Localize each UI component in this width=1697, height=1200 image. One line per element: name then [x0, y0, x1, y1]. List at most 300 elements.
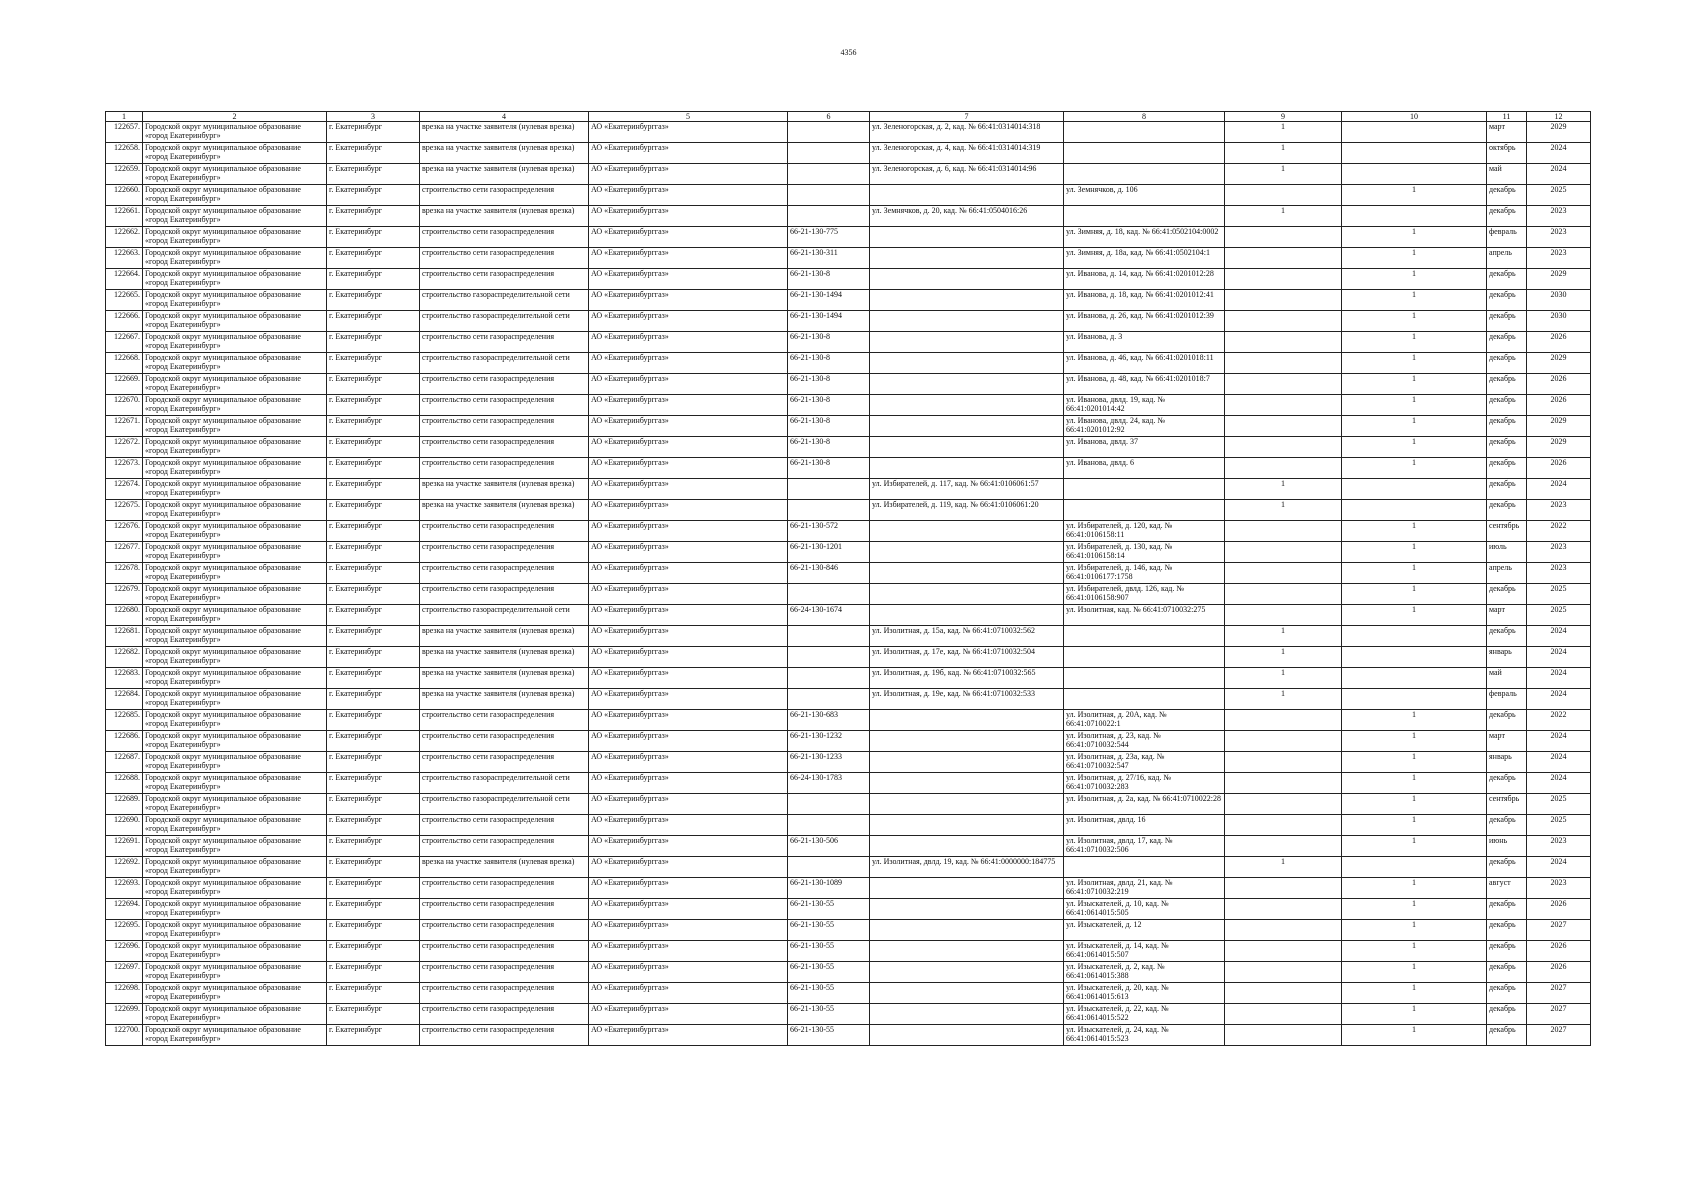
- cell-work-type: строительство сети газораспределения: [420, 563, 589, 584]
- cell-municipality: Городской округ муниципальное образование «город Екатеринбург»: [143, 584, 327, 605]
- cell-city: г. Екатеринбург: [327, 962, 420, 983]
- cell-month: декабрь: [1487, 626, 1527, 647]
- cell-row-number: 122677.: [106, 542, 143, 563]
- cell-year: 2029: [1527, 269, 1591, 290]
- column-header: 3: [327, 112, 420, 122]
- cell-month: сентябрь: [1487, 794, 1527, 815]
- cell-work-type: строительство сети газораспределения: [420, 836, 589, 857]
- cell-count-connection: [1225, 605, 1342, 626]
- cell-year: 2023: [1527, 542, 1591, 563]
- cell-operator: АО «Екатеринбурггаз»: [589, 164, 788, 185]
- cell-address-connection: [870, 710, 1064, 731]
- cell-year: 2027: [1527, 1025, 1591, 1046]
- cell-operator: АО «Екатеринбурггаз»: [589, 185, 788, 206]
- cell-city: г. Екатеринбург: [327, 1025, 420, 1046]
- cell-row-number: 122662.: [106, 227, 143, 248]
- cell-row-number: 122666.: [106, 311, 143, 332]
- cell-work-type: врезка на участке заявителя (нулевая врезка): [420, 143, 589, 164]
- cell-tu-number: 66-21-130-55: [788, 941, 870, 962]
- cell-work-type: строительство сети газораспределения: [420, 815, 589, 836]
- cell-year: 2029: [1527, 122, 1591, 143]
- cell-year: 2023: [1527, 248, 1591, 269]
- table-row: [106, 773, 1591, 794]
- cell-address-network: ул. Иванова, д. 48, кад. № 66:41:0201018:7: [1064, 374, 1225, 395]
- cell-city: г. Екатеринбург: [327, 269, 420, 290]
- cell-address-network: ул. Избирателей, двлд. 126, кад. № 66:41:0106158:907: [1064, 584, 1225, 605]
- table-row: [106, 794, 1591, 815]
- cell-city: г. Екатеринбург: [327, 731, 420, 752]
- cell-month: июль: [1487, 542, 1527, 563]
- cell-operator: АО «Екатеринбурггаз»: [589, 143, 788, 164]
- cell-count-network: [1342, 647, 1487, 668]
- cell-address-connection: [870, 542, 1064, 563]
- cell-tu-number: [788, 668, 870, 689]
- cell-municipality: Городской округ муниципальное образование «город Екатеринбург»: [143, 899, 327, 920]
- cell-operator: АО «Екатеринбурггаз»: [589, 395, 788, 416]
- cell-count-network: 1: [1342, 773, 1487, 794]
- cell-city: г. Екатеринбург: [327, 500, 420, 521]
- column-header: 10: [1342, 112, 1487, 122]
- cell-municipality: Городской округ муниципальное образование «город Екатеринбург»: [143, 311, 327, 332]
- cell-count-network: 1: [1342, 752, 1487, 773]
- cell-count-network: 1: [1342, 794, 1487, 815]
- cell-address-connection: [870, 794, 1064, 815]
- table-row: [106, 416, 1591, 437]
- cell-month: июнь: [1487, 836, 1527, 857]
- table-row: [106, 752, 1591, 773]
- cell-municipality: Городской округ муниципальное образование «город Екатеринбург»: [143, 248, 327, 269]
- cell-tu-number: 66-21-130-55: [788, 983, 870, 1004]
- cell-city: г. Екатеринбург: [327, 878, 420, 899]
- cell-operator: АО «Екатеринбурггаз»: [589, 563, 788, 584]
- cell-municipality: Городской округ муниципальное образование «город Екатеринбург»: [143, 605, 327, 626]
- cell-address-network: ул. Избирателей, д. 146, кад. № 66:41:0106177:1758: [1064, 563, 1225, 584]
- cell-address-network: ул. Изолитная, двлд. 17, кад. № 66:41:0710032:506: [1064, 836, 1225, 857]
- cell-month: май: [1487, 668, 1527, 689]
- table-row: [106, 962, 1591, 983]
- cell-address-connection: [870, 185, 1064, 206]
- cell-count-network: [1342, 143, 1487, 164]
- cell-address-network: ул. Иванова, д. 18, кад. № 66:41:0201012:41: [1064, 290, 1225, 311]
- cell-tu-number: 66-21-130-8: [788, 437, 870, 458]
- cell-city: г. Екатеринбург: [327, 584, 420, 605]
- cell-address-network: ул. Изыскателей, д. 20, кад. № 66:41:0614015:613: [1064, 983, 1225, 1004]
- cell-address-connection: [870, 248, 1064, 269]
- table-row: [106, 269, 1591, 290]
- cell-address-network: ул. Изолитная, д. 2а, кад. № 66:41:0710022:28: [1064, 794, 1225, 815]
- cell-address-network: ул. Иванова, двлд. 24, кад. № 66:41:0201012:92: [1064, 416, 1225, 437]
- cell-month: апрель: [1487, 248, 1527, 269]
- cell-count-connection: [1225, 962, 1342, 983]
- cell-operator: АО «Екатеринбурггаз»: [589, 794, 788, 815]
- cell-count-network: 1: [1342, 416, 1487, 437]
- table-row: [106, 920, 1591, 941]
- cell-operator: АО «Екатеринбурггаз»: [589, 710, 788, 731]
- cell-address-network: [1064, 689, 1225, 710]
- cell-address-network: ул. Зимняя, д. 18а, кад. № 66:41:0502104:1: [1064, 248, 1225, 269]
- cell-count-connection: [1225, 815, 1342, 836]
- cell-work-type: врезка на участке заявителя (нулевая врезка): [420, 668, 589, 689]
- cell-work-type: строительство сети газораспределения: [420, 521, 589, 542]
- cell-operator: АО «Екатеринбурггаз»: [589, 752, 788, 773]
- cell-municipality: Городской округ муниципальное образование «город Екатеринбург»: [143, 143, 327, 164]
- cell-municipality: Городской округ муниципальное образование «город Екатеринбург»: [143, 269, 327, 290]
- cell-month: декабрь: [1487, 353, 1527, 374]
- cell-count-connection: 1: [1225, 164, 1342, 185]
- cell-row-number: 122695.: [106, 920, 143, 941]
- cell-work-type: строительство сети газораспределения: [420, 542, 589, 563]
- cell-city: г. Екатеринбург: [327, 479, 420, 500]
- cell-tu-number: [788, 164, 870, 185]
- cell-tu-number: [788, 206, 870, 227]
- cell-address-connection: [870, 836, 1064, 857]
- cell-city: г. Екатеринбург: [327, 290, 420, 311]
- cell-work-type: строительство сети газораспределения: [420, 710, 589, 731]
- cell-operator: АО «Екатеринбурггаз»: [589, 857, 788, 878]
- column-header: 1: [106, 112, 143, 122]
- cell-address-network: ул. Иванова, д. 46, кад. № 66:41:0201018:11: [1064, 353, 1225, 374]
- cell-operator: АО «Екатеринбурггаз»: [589, 647, 788, 668]
- cell-month: декабрь: [1487, 269, 1527, 290]
- cell-address-network: ул. Изолитная, д. 23а, кад. № 66:41:0710032:547: [1064, 752, 1225, 773]
- cell-municipality: Городской округ муниципальное образование «город Екатеринбург»: [143, 206, 327, 227]
- cell-address-connection: [870, 878, 1064, 899]
- cell-count-network: [1342, 122, 1487, 143]
- cell-work-type: строительство сети газораспределения: [420, 395, 589, 416]
- table-row: [106, 857, 1591, 878]
- cell-address-network: [1064, 668, 1225, 689]
- table-row: [106, 668, 1591, 689]
- cell-work-type: строительство сети газораспределения: [420, 227, 589, 248]
- cell-tu-number: 66-21-130-1494: [788, 290, 870, 311]
- cell-municipality: Городской округ муниципальное образование «город Екатеринбург»: [143, 773, 327, 794]
- cell-municipality: Городской округ муниципальное образование «город Екатеринбург»: [143, 878, 327, 899]
- cell-city: г. Екатеринбург: [327, 164, 420, 185]
- cell-address-network: [1064, 626, 1225, 647]
- cell-year: 2026: [1527, 332, 1591, 353]
- cell-count-connection: [1225, 416, 1342, 437]
- cell-municipality: Городской округ муниципальное образование «город Екатеринбург»: [143, 857, 327, 878]
- cell-count-network: 1: [1342, 920, 1487, 941]
- column-header: 12: [1527, 112, 1591, 122]
- column-header: 5: [589, 112, 788, 122]
- cell-row-number: 122663.: [106, 248, 143, 269]
- cell-row-number: 122661.: [106, 206, 143, 227]
- table-row: [106, 395, 1591, 416]
- cell-address-connection: ул. Земнячков, д. 20, кад. № 66:41:0504016:26: [870, 206, 1064, 227]
- cell-tu-number: 66-21-130-1233: [788, 752, 870, 773]
- cell-address-network: [1064, 857, 1225, 878]
- cell-row-number: 122679.: [106, 584, 143, 605]
- cell-municipality: Городской округ муниципальное образование «город Екатеринбург»: [143, 920, 327, 941]
- cell-municipality: Городской округ муниципальное образование «город Екатеринбург»: [143, 437, 327, 458]
- cell-year: 2026: [1527, 458, 1591, 479]
- cell-count-network: [1342, 857, 1487, 878]
- cell-year: 2030: [1527, 290, 1591, 311]
- cell-city: г. Екатеринбург: [327, 542, 420, 563]
- table-row: [106, 500, 1591, 521]
- cell-municipality: Городской округ муниципальное образование «город Екатеринбург»: [143, 164, 327, 185]
- cell-work-type: врезка на участке заявителя (нулевая врезка): [420, 626, 589, 647]
- cell-count-network: 1: [1342, 185, 1487, 206]
- cell-municipality: Городской округ муниципальное образование «город Екатеринбург»: [143, 563, 327, 584]
- cell-year: 2025: [1527, 584, 1591, 605]
- cell-count-network: 1: [1342, 584, 1487, 605]
- cell-month: декабрь: [1487, 374, 1527, 395]
- cell-year: 2025: [1527, 815, 1591, 836]
- cell-month: декабрь: [1487, 311, 1527, 332]
- cell-count-connection: 1: [1225, 479, 1342, 500]
- cell-address-connection: [870, 962, 1064, 983]
- cell-row-number: 122672.: [106, 437, 143, 458]
- cell-count-network: 1: [1342, 542, 1487, 563]
- table-row: [106, 899, 1591, 920]
- cell-count-connection: [1225, 563, 1342, 584]
- table-row: [106, 731, 1591, 752]
- cell-operator: АО «Екатеринбурггаз»: [589, 521, 788, 542]
- cell-address-connection: [870, 815, 1064, 836]
- cell-work-type: строительство газораспределительной сети: [420, 353, 589, 374]
- cell-operator: АО «Екатеринбурггаз»: [589, 542, 788, 563]
- cell-count-connection: 1: [1225, 626, 1342, 647]
- cell-municipality: Городской округ муниципальное образование «город Екатеринбург»: [143, 626, 327, 647]
- table-row: [106, 311, 1591, 332]
- table-row: [106, 878, 1591, 899]
- cell-municipality: Городской округ муниципальное образование «город Екатеринбург»: [143, 332, 327, 353]
- table-row: [106, 626, 1591, 647]
- cell-address-connection: ул. Избирателей, д. 117, кад. № 66:41:0106061:57: [870, 479, 1064, 500]
- cell-operator: АО «Екатеринбурггаз»: [589, 605, 788, 626]
- cell-month: август: [1487, 878, 1527, 899]
- cell-count-connection: [1225, 878, 1342, 899]
- cell-address-connection: [870, 269, 1064, 290]
- cell-year: 2024: [1527, 164, 1591, 185]
- cell-tu-number: 66-21-130-55: [788, 920, 870, 941]
- cell-count-network: 1: [1342, 437, 1487, 458]
- table-row: [106, 227, 1591, 248]
- cell-year: 2024: [1527, 857, 1591, 878]
- cell-municipality: Городской округ муниципальное образование «город Екатеринбург»: [143, 710, 327, 731]
- cell-operator: АО «Екатеринбурггаз»: [589, 269, 788, 290]
- cell-count-network: 1: [1342, 311, 1487, 332]
- cell-year: 2027: [1527, 1004, 1591, 1025]
- cell-row-number: 122658.: [106, 143, 143, 164]
- cell-city: г. Екатеринбург: [327, 206, 420, 227]
- table-row: [106, 521, 1591, 542]
- cell-count-connection: [1225, 836, 1342, 857]
- cell-operator: АО «Екатеринбурггаз»: [589, 878, 788, 899]
- cell-operator: АО «Екатеринбурггаз»: [589, 353, 788, 374]
- cell-address-connection: [870, 374, 1064, 395]
- cell-work-type: строительство газораспределительной сети: [420, 773, 589, 794]
- cell-address-network: [1064, 143, 1225, 164]
- cell-month: сентябрь: [1487, 521, 1527, 542]
- cell-operator: АО «Екатеринбурггаз»: [589, 899, 788, 920]
- table-row: [106, 332, 1591, 353]
- cell-tu-number: 66-21-130-8: [788, 374, 870, 395]
- cell-month: декабрь: [1487, 458, 1527, 479]
- cell-operator: АО «Екатеринбурггаз»: [589, 206, 788, 227]
- cell-count-network: [1342, 689, 1487, 710]
- cell-row-number: 122660.: [106, 185, 143, 206]
- cell-count-network: 1: [1342, 290, 1487, 311]
- cell-operator: АО «Екатеринбурггаз»: [589, 416, 788, 437]
- cell-operator: АО «Екатеринбурггаз»: [589, 1004, 788, 1025]
- cell-row-number: 122693.: [106, 878, 143, 899]
- cell-count-connection: [1225, 752, 1342, 773]
- cell-count-network: 1: [1342, 941, 1487, 962]
- cell-operator: АО «Екатеринбурггаз»: [589, 836, 788, 857]
- cell-year: 2026: [1527, 374, 1591, 395]
- cell-count-connection: 1: [1225, 500, 1342, 521]
- cell-city: г. Екатеринбург: [327, 248, 420, 269]
- cell-municipality: Городской округ муниципальное образование «город Екатеринбург»: [143, 500, 327, 521]
- page-number: 4356: [840, 48, 857, 57]
- cell-city: г. Екатеринбург: [327, 185, 420, 206]
- cell-count-network: [1342, 500, 1487, 521]
- cell-month: декабрь: [1487, 857, 1527, 878]
- table-row: [106, 815, 1591, 836]
- cell-month: январь: [1487, 647, 1527, 668]
- cell-address-connection: [870, 752, 1064, 773]
- cell-city: г. Екатеринбург: [327, 794, 420, 815]
- table-row: [106, 185, 1591, 206]
- cell-municipality: Городской округ муниципальное образование «город Екатеринбург»: [143, 395, 327, 416]
- cell-count-connection: 1: [1225, 668, 1342, 689]
- column-header: 7: [870, 112, 1064, 122]
- cell-municipality: Городской округ муниципальное образование «город Екатеринбург»: [143, 1004, 327, 1025]
- cell-tu-number: 66-21-130-1232: [788, 731, 870, 752]
- cell-city: г. Екатеринбург: [327, 773, 420, 794]
- cell-year: 2027: [1527, 983, 1591, 1004]
- cell-year: 2025: [1527, 794, 1591, 815]
- cell-work-type: врезка на участке заявителя (нулевая врезка): [420, 500, 589, 521]
- cell-address-connection: [870, 311, 1064, 332]
- cell-month: декабрь: [1487, 584, 1527, 605]
- cell-operator: АО «Екатеринбурггаз»: [589, 731, 788, 752]
- cell-address-network: ул. Изолитная, д. 20А, кад. № 66:41:0710022:1: [1064, 710, 1225, 731]
- cell-municipality: Городской округ муниципальное образование «город Екатеринбург»: [143, 416, 327, 437]
- cell-month: декабрь: [1487, 920, 1527, 941]
- cell-count-connection: [1225, 353, 1342, 374]
- cell-row-number: 122688.: [106, 773, 143, 794]
- cell-work-type: врезка на участке заявителя (нулевая врезка): [420, 647, 589, 668]
- cell-work-type: строительство сети газораспределения: [420, 269, 589, 290]
- cell-city: г. Екатеринбург: [327, 647, 420, 668]
- cell-year: 2029: [1527, 416, 1591, 437]
- cell-count-network: [1342, 479, 1487, 500]
- cell-address-connection: ул. Зеленогорская, д. 2, кад. № 66:41:0314014:318: [870, 122, 1064, 143]
- cell-address-network: ул. Иванова, д. 3: [1064, 332, 1225, 353]
- cell-count-connection: 1: [1225, 857, 1342, 878]
- cell-count-connection: [1225, 311, 1342, 332]
- cell-tu-number: 66-21-130-55: [788, 1004, 870, 1025]
- cell-count-network: 1: [1342, 248, 1487, 269]
- table-row: [106, 1004, 1591, 1025]
- cell-municipality: Городской округ муниципальное образование «город Екатеринбург»: [143, 1025, 327, 1046]
- cell-operator: АО «Екатеринбурггаз»: [589, 227, 788, 248]
- cell-address-connection: ул. Изолитная, двлд. 19, кад. № 66:41:0000000:184775: [870, 857, 1064, 878]
- cell-month: декабрь: [1487, 962, 1527, 983]
- cell-address-network: ул. Иванова, двлд. 37: [1064, 437, 1225, 458]
- cell-row-number: 122691.: [106, 836, 143, 857]
- cell-municipality: Городской округ муниципальное образование «город Екатеринбург»: [143, 353, 327, 374]
- table-row: [106, 647, 1591, 668]
- cell-address-connection: [870, 227, 1064, 248]
- cell-row-number: 122685.: [106, 710, 143, 731]
- cell-count-connection: [1225, 899, 1342, 920]
- cell-row-number: 122692.: [106, 857, 143, 878]
- cell-count-connection: 1: [1225, 143, 1342, 164]
- cell-work-type: строительство сети газораспределения: [420, 416, 589, 437]
- cell-work-type: врезка на участке заявителя (нулевая врезка): [420, 857, 589, 878]
- cell-address-connection: [870, 416, 1064, 437]
- cell-address-network: ул. Изолитная, кад. № 66:41:0710032:275: [1064, 605, 1225, 626]
- cell-year: 2026: [1527, 395, 1591, 416]
- cell-operator: АО «Екатеринбурггаз»: [589, 332, 788, 353]
- cell-row-number: 122680.: [106, 605, 143, 626]
- cell-operator: АО «Екатеринбурггаз»: [589, 458, 788, 479]
- cell-municipality: Городской округ муниципальное образование «город Екатеринбург»: [143, 794, 327, 815]
- cell-count-connection: [1225, 983, 1342, 1004]
- column-header: 9: [1225, 112, 1342, 122]
- cell-row-number: 122698.: [106, 983, 143, 1004]
- table-row: [106, 122, 1591, 143]
- cell-municipality: Городской округ муниципальное образование «город Екатеринбург»: [143, 185, 327, 206]
- cell-count-network: 1: [1342, 353, 1487, 374]
- cell-year: 2029: [1527, 353, 1591, 374]
- cell-city: г. Екатеринбург: [327, 689, 420, 710]
- cell-year: 2024: [1527, 689, 1591, 710]
- cell-count-connection: [1225, 332, 1342, 353]
- cell-tu-number: 66-21-130-8: [788, 395, 870, 416]
- cell-year: 2026: [1527, 941, 1591, 962]
- cell-address-network: ул. Изыскателей, д. 2, кад. № 66:41:0614015:388: [1064, 962, 1225, 983]
- cell-row-number: 122668.: [106, 353, 143, 374]
- cell-municipality: Городской округ муниципальное образование «город Екатеринбург»: [143, 752, 327, 773]
- cell-address-network: ул. Изолитная, двлд. 16: [1064, 815, 1225, 836]
- cell-address-network: ул. Изыскателей, д. 12: [1064, 920, 1225, 941]
- cell-municipality: Городской округ муниципальное образование «город Екатеринбург»: [143, 983, 327, 1004]
- cell-address-network: ул. Изолитная, д. 23, кад. № 66:41:0710032:544: [1064, 731, 1225, 752]
- cell-year: 2023: [1527, 836, 1591, 857]
- cell-city: г. Екатеринбург: [327, 437, 420, 458]
- cell-city: г. Екатеринбург: [327, 395, 420, 416]
- cell-tu-number: 66-21-130-572: [788, 521, 870, 542]
- cell-city: г. Екатеринбург: [327, 122, 420, 143]
- cell-city: г. Екатеринбург: [327, 941, 420, 962]
- cell-operator: АО «Екатеринбурггаз»: [589, 773, 788, 794]
- cell-month: декабрь: [1487, 1025, 1527, 1046]
- cell-year: 2023: [1527, 206, 1591, 227]
- table-row: [106, 164, 1591, 185]
- table-row: [106, 206, 1591, 227]
- cell-address-network: ул. Зимняя, д. 18, кад. № 66:41:0502104:0002: [1064, 227, 1225, 248]
- cell-tu-number: [788, 689, 870, 710]
- cell-count-network: 1: [1342, 962, 1487, 983]
- cell-row-number: 122676.: [106, 521, 143, 542]
- cell-address-connection: ул. Изолитная, д. 17е, кад. № 66:41:0710032:504: [870, 647, 1064, 668]
- cell-operator: АО «Екатеринбурггаз»: [589, 437, 788, 458]
- cell-operator: АО «Екатеринбурггаз»: [589, 815, 788, 836]
- cell-address-network: ул. Изолитная, двлд. 21, кад. № 66:41:0710032:219: [1064, 878, 1225, 899]
- cell-address-network: [1064, 647, 1225, 668]
- cell-count-network: [1342, 626, 1487, 647]
- cell-count-network: 1: [1342, 983, 1487, 1004]
- cell-address-network: ул. Земнячков, д. 106: [1064, 185, 1225, 206]
- cell-year: 2024: [1527, 479, 1591, 500]
- cell-year: 2025: [1527, 185, 1591, 206]
